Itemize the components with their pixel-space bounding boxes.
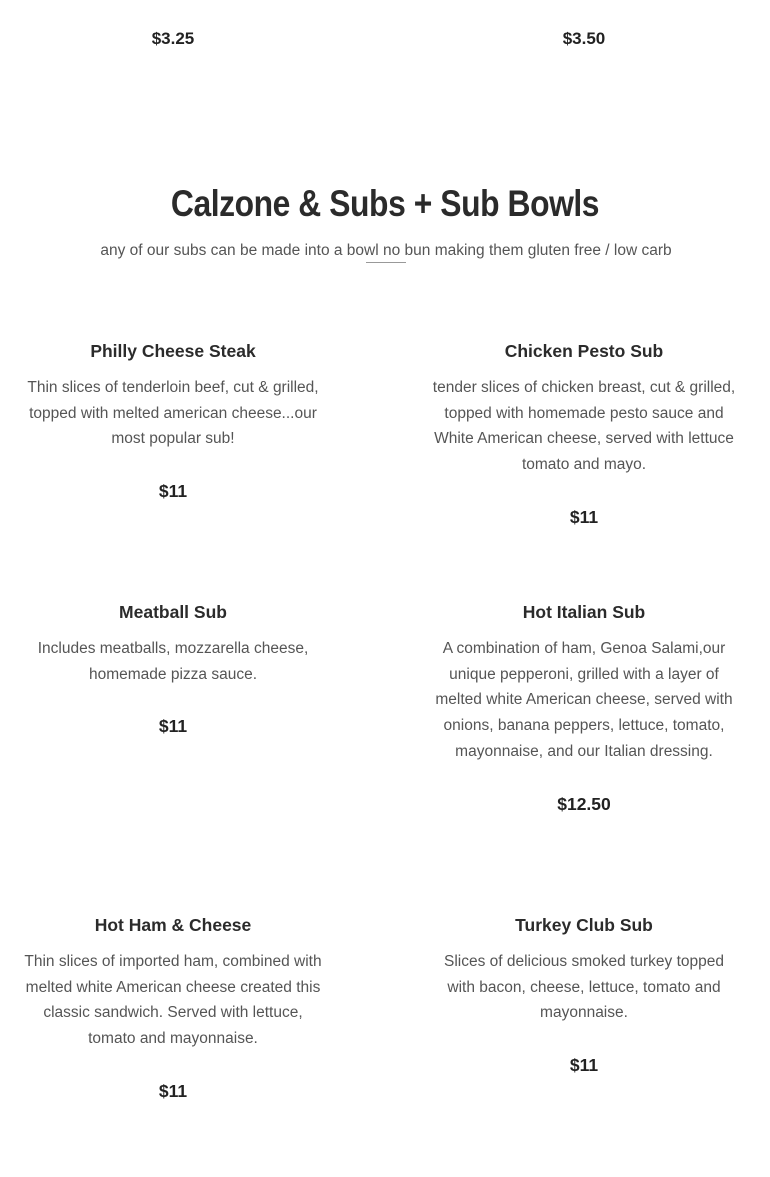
- item-name: Turkey Club Sub: [515, 915, 653, 935]
- item-name: Philly Cheese Steak: [90, 341, 256, 361]
- next-item-heading-cutoff: [18, 1168, 328, 1177]
- item-description: Thin slices of imported ham, combined with melted white American cheese created this classic sandwich. Served with lettuce, tomato and mayonnaise.: [24, 953, 322, 1048]
- menu-item-turkey-club-sub: [430, 913, 738, 1076]
- section-subtitle: any of our subs can be made into a bowl no bun making them gluten free / low carb: [100, 241, 672, 259]
- item-description: Slices of delicious smoked turkey topped with bacon, cheese, lettuce, tomato and mayonnaise.: [443, 953, 724, 1022]
- menu-item-philly-cheese-steak: [18, 339, 328, 502]
- previous-item-price: $3.50: [562, 29, 606, 48]
- item-price: $11: [158, 481, 188, 502]
- item-name: Hot Italian Sub: [522, 602, 646, 622]
- item-price: $11: [158, 716, 188, 737]
- item-name: Meatball Sub: [119, 602, 227, 622]
- item-name: Hot Ham & Cheese: [94, 915, 252, 935]
- next-item-heading-cutoff: [430, 1168, 738, 1177]
- menu-item-meatball-sub: [18, 600, 328, 737]
- item-price: $12.50: [557, 793, 611, 814]
- item-price: $11: [158, 1080, 188, 1101]
- section-title: Calzone & Subs + Sub Bowls: [170, 182, 600, 224]
- menu-item-chicken-pesto-sub: [430, 339, 738, 528]
- item-description: Thin slices of tenderloin beef, cut & grilled, topped with melted american cheese...our most popular sub!: [27, 379, 319, 448]
- item-description: tender slices of chicken breast, cut & grilled, topped with homemade pesto sauce and White American cheese, served with lettuce tomato and mayo.: [432, 379, 736, 474]
- menu-item-hot-italian-sub: [430, 600, 738, 815]
- item-description: Includes meatballs, mozzarella cheese, homemade pizza sauce.: [37, 640, 309, 683]
- previous-item-price: $3.25: [151, 29, 195, 48]
- item-price: $11: [569, 1055, 599, 1076]
- item-description: A combination of ham, Genoa Salami,our unique pepperoni, grilled with a layer of melted white American cheese, served with onions, banana peppers, lettuce, tomato, mayonnaise, and our Italian dressing.: [435, 640, 733, 760]
- section-divider: [366, 262, 406, 263]
- item-price: $11: [569, 506, 599, 527]
- item-name: Chicken Pesto Sub: [504, 341, 664, 361]
- menu-item-hot-ham-and-cheese: [18, 913, 328, 1102]
